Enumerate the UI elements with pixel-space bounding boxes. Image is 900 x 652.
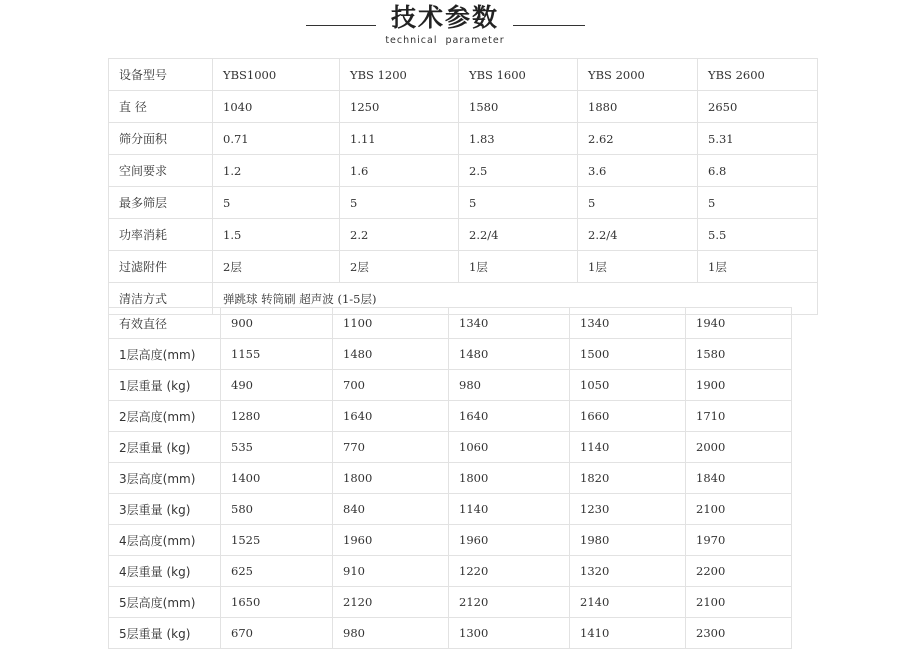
row-label: 1层高度(mm) bbox=[109, 339, 221, 370]
table-cell: 1220 bbox=[449, 556, 570, 587]
spec-table-bottom-body bbox=[109, 308, 792, 649]
table-cell: 1155 bbox=[221, 339, 333, 370]
table-cell: 1940 bbox=[686, 308, 792, 339]
table-cell: 1880 bbox=[578, 91, 698, 123]
table-cell: 770 bbox=[333, 432, 449, 463]
table-row bbox=[109, 370, 792, 401]
table-cell: 1.2 bbox=[213, 155, 340, 187]
table-cell: 1.11 bbox=[340, 123, 459, 155]
row-label: 2层重量 (kg) bbox=[109, 432, 221, 463]
table-cell: 1960 bbox=[333, 525, 449, 556]
row-label: 有效直径 bbox=[109, 308, 221, 339]
table-row bbox=[109, 187, 818, 219]
table-cell: 6.8 bbox=[698, 155, 818, 187]
section-header bbox=[0, 0, 900, 52]
table-cell: 2层 bbox=[340, 251, 459, 283]
row-label: 筛分面积 bbox=[109, 123, 213, 155]
table-cell: 1280 bbox=[221, 401, 333, 432]
table-cell: 910 bbox=[333, 556, 449, 587]
table-cell: 1320 bbox=[570, 556, 686, 587]
table-cell: 2.2/4 bbox=[459, 219, 578, 251]
row-label: 3层高度(mm) bbox=[109, 463, 221, 494]
spec-table-top bbox=[108, 58, 818, 315]
table-row bbox=[109, 432, 792, 463]
table-cell: 1800 bbox=[333, 463, 449, 494]
table-cell: 1.5 bbox=[213, 219, 340, 251]
table-cell: 1.6 bbox=[340, 155, 459, 187]
table-cell: 1640 bbox=[333, 401, 449, 432]
row-label: 5层高度(mm) bbox=[109, 587, 221, 618]
table-cell: 1980 bbox=[570, 525, 686, 556]
table-cell: 1层 bbox=[578, 251, 698, 283]
header-divider-left bbox=[306, 25, 376, 26]
table-cell: 5.5 bbox=[698, 219, 818, 251]
table-cell: 1900 bbox=[686, 370, 792, 401]
table-cell: 0.71 bbox=[213, 123, 340, 155]
table-cell: 5 bbox=[578, 187, 698, 219]
table-cell: 1650 bbox=[221, 587, 333, 618]
table-row bbox=[109, 556, 792, 587]
table-cell: 2100 bbox=[686, 494, 792, 525]
row-label: 直 径 bbox=[109, 91, 213, 123]
table-cell: 1250 bbox=[340, 91, 459, 123]
table-row bbox=[109, 463, 792, 494]
table-cell: 1040 bbox=[213, 91, 340, 123]
table-cell: 1525 bbox=[221, 525, 333, 556]
table-cell: 1820 bbox=[570, 463, 686, 494]
section-subtitle: technical parameter bbox=[385, 35, 505, 46]
table-cell: 900 bbox=[221, 308, 333, 339]
table-row bbox=[109, 251, 818, 283]
table-row bbox=[109, 525, 792, 556]
table-cell: 1960 bbox=[449, 525, 570, 556]
table-cell: 2140 bbox=[570, 587, 686, 618]
table-cell: 5.31 bbox=[698, 123, 818, 155]
table-cell: 2000 bbox=[686, 432, 792, 463]
table-row bbox=[109, 91, 818, 123]
table-cell: YBS 2000 bbox=[578, 59, 698, 91]
table-row bbox=[109, 219, 818, 251]
table-cell: 980 bbox=[333, 618, 449, 649]
table-cell: 980 bbox=[449, 370, 570, 401]
header-divider-right bbox=[513, 25, 585, 26]
table-cell: 1100 bbox=[333, 308, 449, 339]
row-label: 过滤附件 bbox=[109, 251, 213, 283]
table-cell: 1140 bbox=[570, 432, 686, 463]
table-cell: 2120 bbox=[333, 587, 449, 618]
table-cell: 1480 bbox=[333, 339, 449, 370]
table-cell: 2层 bbox=[213, 251, 340, 283]
table-cell: 2.62 bbox=[578, 123, 698, 155]
table-cell: 1340 bbox=[570, 308, 686, 339]
table-cell: 1580 bbox=[686, 339, 792, 370]
table-row bbox=[109, 494, 792, 525]
table-cell: 2200 bbox=[686, 556, 792, 587]
cleaning-method-value: 弹跳球 转筒刷 超声波 (1-5层) bbox=[213, 283, 818, 315]
table-cell: 1340 bbox=[449, 308, 570, 339]
table-cell: 625 bbox=[221, 556, 333, 587]
table-cell: 1840 bbox=[686, 463, 792, 494]
table-cell: 5 bbox=[698, 187, 818, 219]
row-label: 清洁方式 bbox=[109, 283, 213, 315]
table-row bbox=[109, 339, 792, 370]
row-label: 4层重量 (kg) bbox=[109, 556, 221, 587]
table-cell: 5 bbox=[340, 187, 459, 219]
row-label: 空间要求 bbox=[109, 155, 213, 187]
spec-table-bottom bbox=[108, 307, 792, 649]
table-cell: 1480 bbox=[449, 339, 570, 370]
table-cell: 1800 bbox=[449, 463, 570, 494]
table-cell: 840 bbox=[333, 494, 449, 525]
table-cell: 1580 bbox=[459, 91, 578, 123]
table-cell: 2.2 bbox=[340, 219, 459, 251]
table-cell: 1300 bbox=[449, 618, 570, 649]
table-row bbox=[109, 587, 792, 618]
table-cell: 1层 bbox=[459, 251, 578, 283]
table-cell: 1640 bbox=[449, 401, 570, 432]
table-cell: 1500 bbox=[570, 339, 686, 370]
section-title: 技术参数 bbox=[390, 3, 499, 32]
table-cell: 700 bbox=[333, 370, 449, 401]
table-cell: 1050 bbox=[570, 370, 686, 401]
row-label: 设备型号 bbox=[109, 59, 213, 91]
table-row bbox=[109, 123, 818, 155]
row-label: 3层重量 (kg) bbox=[109, 494, 221, 525]
table-cell: YBS 2600 bbox=[698, 59, 818, 91]
table-cell: YBS 1200 bbox=[340, 59, 459, 91]
row-label: 2层高度(mm) bbox=[109, 401, 221, 432]
table-cell: 2100 bbox=[686, 587, 792, 618]
table-cell: YBS1000 bbox=[213, 59, 340, 91]
row-label: 5层重量 (kg) bbox=[109, 618, 221, 649]
table-cell: 5 bbox=[213, 187, 340, 219]
table-cell: 1710 bbox=[686, 401, 792, 432]
table-cell: 1410 bbox=[570, 618, 686, 649]
table-cell: 490 bbox=[221, 370, 333, 401]
table-cell: 2.2/4 bbox=[578, 219, 698, 251]
row-label: 最多筛层 bbox=[109, 187, 213, 219]
table-cell: 1140 bbox=[449, 494, 570, 525]
row-label: 1层重量 (kg) bbox=[109, 370, 221, 401]
table-cell: 2.5 bbox=[459, 155, 578, 187]
row-label: 功率消耗 bbox=[109, 219, 213, 251]
table-row bbox=[109, 59, 818, 91]
table-cell: 1400 bbox=[221, 463, 333, 494]
table-cell: 580 bbox=[221, 494, 333, 525]
table-cell: 3.6 bbox=[578, 155, 698, 187]
table-cell: 2300 bbox=[686, 618, 792, 649]
table-cell: 2650 bbox=[698, 91, 818, 123]
table-row bbox=[109, 618, 792, 649]
table-cell: 5 bbox=[459, 187, 578, 219]
table-cell: 535 bbox=[221, 432, 333, 463]
table-cell: 1970 bbox=[686, 525, 792, 556]
spec-table-top-body bbox=[109, 59, 818, 315]
table-row bbox=[109, 401, 792, 432]
table-cell: 1.83 bbox=[459, 123, 578, 155]
table-cell: 1层 bbox=[698, 251, 818, 283]
table-cell: 2120 bbox=[449, 587, 570, 618]
table-cell: YBS 1600 bbox=[459, 59, 578, 91]
table-row bbox=[109, 155, 818, 187]
table-cell: 670 bbox=[221, 618, 333, 649]
table-cell: 1060 bbox=[449, 432, 570, 463]
table-row bbox=[109, 308, 792, 339]
row-label: 4层高度(mm) bbox=[109, 525, 221, 556]
table-cell: 1230 bbox=[570, 494, 686, 525]
table-cell: 1660 bbox=[570, 401, 686, 432]
